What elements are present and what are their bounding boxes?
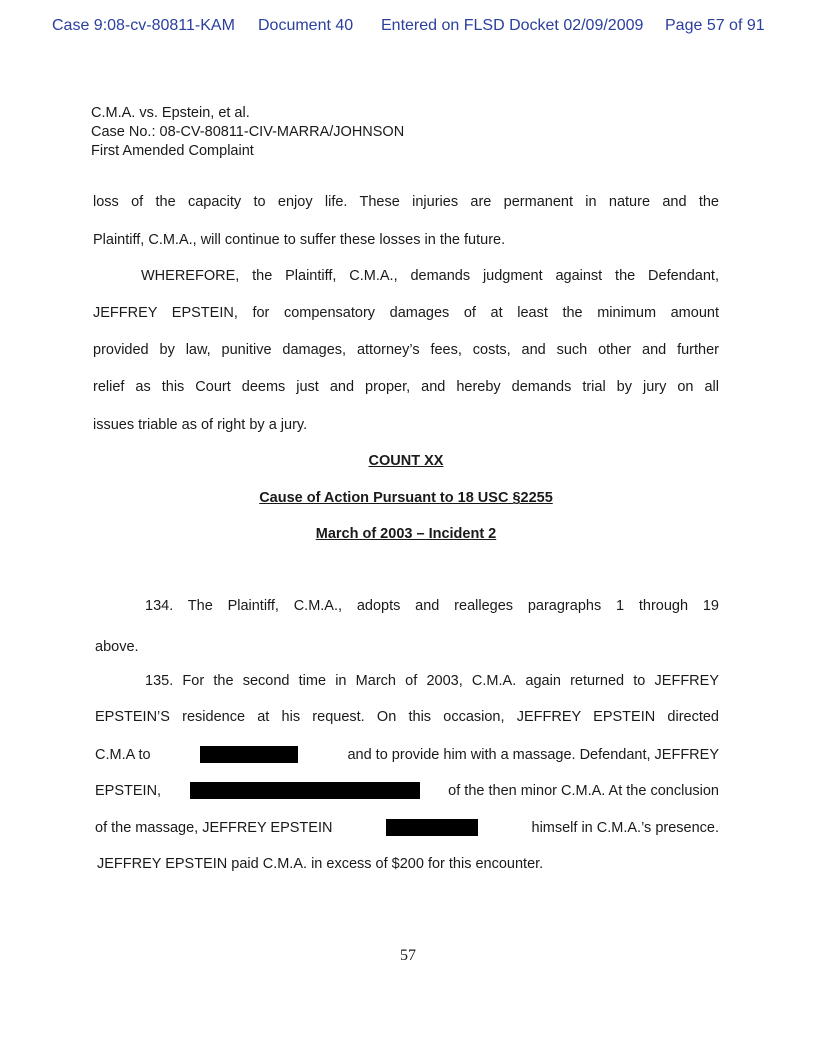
redaction-bar	[386, 819, 478, 836]
body-line: issues triable as of right by a jury.	[93, 417, 308, 433]
cause-of-action-heading: Cause of Action Pursuant to 18 USC §2255	[259, 490, 553, 506]
paragraph-134-line: above.	[95, 639, 139, 655]
text-segment: EPSTEIN,	[95, 782, 162, 799]
body-line: Plaintiff, C.M.A., will continue to suffer these losses in the future.	[93, 232, 506, 248]
caption-document-title: First Amended Complaint	[91, 143, 254, 159]
paragraph-135-line	[95, 746, 719, 763]
paragraph-135-line: EPSTEIN’S residence at his request. On this occasion, JEFFREY EPSTEIN directed	[95, 709, 719, 725]
text-segment: C.M.A to	[95, 746, 151, 763]
paragraph-135-line	[95, 819, 719, 836]
page-number: 57	[400, 947, 416, 964]
paragraph-135-line: JEFFREY EPSTEIN paid C.M.A. in excess of $200 for this encounter.	[97, 856, 544, 872]
paragraph-134-line: 134. The Plaintiff, C.M.A., adopts and realleges paragraphs 1 through 19	[145, 598, 719, 614]
text-segment: of the massage, JEFFREY EPSTEIN	[95, 819, 333, 836]
text-segment: of the then minor C.M.A. At the conclusion	[448, 782, 719, 799]
caption-parties: C.M.A. vs. Epstein, et al.	[91, 105, 250, 121]
docket-entry-stamp: Entered on FLSD Docket 02/09/2009	[381, 17, 644, 34]
body-line: provided by law, punitive damages, attorney’s fees, costs, and such other and further	[93, 342, 719, 358]
docket-header	[0, 17, 816, 39]
body-line: loss of the capacity to enjoy life. These injuries are permanent in nature and the	[93, 194, 719, 210]
redaction-bar	[200, 746, 298, 763]
case-number-stamp: Case 9:08-cv-80811-KAM	[52, 17, 235, 34]
incident-date-heading: March of 2003 – Incident 2	[315, 526, 497, 542]
case-caption	[91, 104, 404, 161]
paragraph-135-line: 135. For the second time in March of 2003, C.M.A. again returned to JEFFREY	[145, 673, 719, 689]
count-heading: COUNT XX	[368, 453, 444, 469]
wherefore-line: WHEREFORE, the Plaintiff, C.M.A., demands judgment against the Defendant,	[141, 268, 719, 284]
page-count-stamp: Page 57 of 91	[665, 17, 765, 34]
document-number-stamp: Document 40	[258, 17, 354, 34]
body-line: relief as this Court deems just and proper, and hereby demands trial by jury on all	[93, 379, 719, 395]
caption-case-number: Case No.: 08-CV-80811-CIV-MARRA/JOHNSON	[91, 124, 405, 140]
body-line: JEFFREY EPSTEIN, for compensatory damages of at least the minimum amount	[93, 305, 719, 321]
redaction-bar	[190, 782, 420, 799]
text-segment: himself in C.M.A.’s presence.	[531, 819, 719, 836]
text-segment: and to provide him with a massage. Defendant, JEFFREY	[347, 746, 719, 763]
paragraph-135-line	[95, 782, 719, 799]
